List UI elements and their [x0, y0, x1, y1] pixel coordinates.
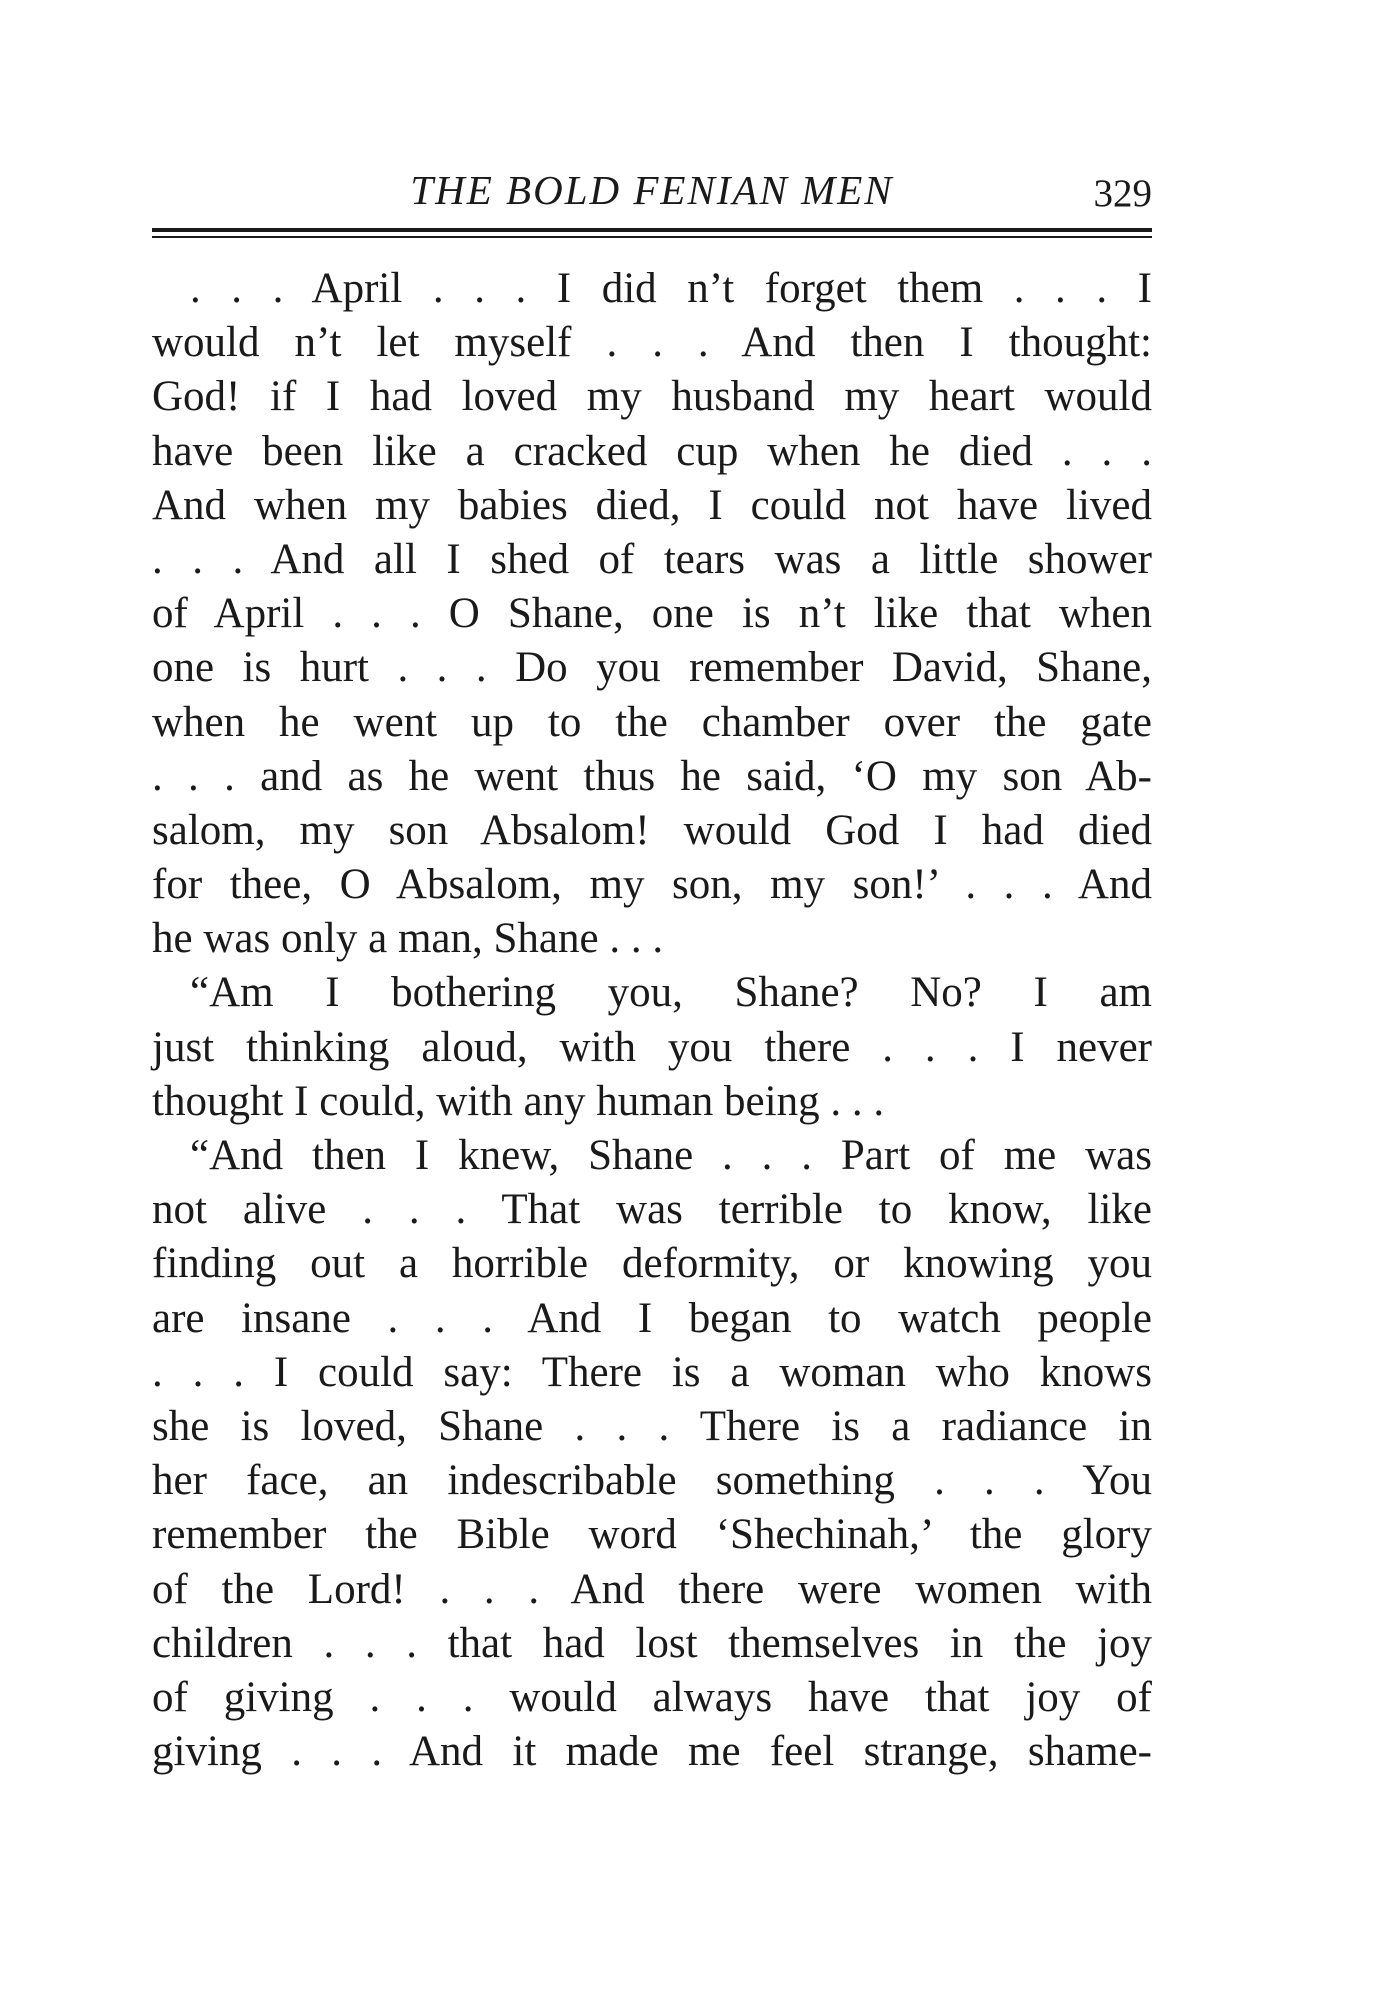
text-line: have been like a cracked cup when he died . . .: [152, 427, 1152, 475]
running-head: [152, 165, 1152, 225]
text-line: when he went up to the chamber over the gate: [152, 698, 1152, 746]
text-line: salom, my son Absalom! would God I had died: [152, 806, 1152, 854]
text-line: God! if I had loved my husband my heart would: [152, 373, 1152, 421]
text-line: she is loved, Shane . . . There is a radiance in: [152, 1402, 1152, 1450]
header-rule-thin: [152, 236, 1152, 238]
text-line: . . . I could say: There is a woman who knows: [152, 1348, 1152, 1396]
text-line: he was only a man, Shane . . .: [152, 915, 664, 963]
text-line: would n’t let myself . . . And then I thought:: [152, 319, 1152, 367]
text-line: are insane . . . And I began to watch people: [152, 1294, 1152, 1342]
text-line: for thee, O Absalom, my son, my son!’ . . . And: [152, 861, 1152, 909]
text-line: of the Lord! . . . And there were women with: [152, 1565, 1152, 1613]
text-line: finding out a horrible deformity, or knowing you: [152, 1240, 1152, 1288]
text-line: thought I could, with any human being . . .: [152, 1077, 885, 1125]
page-number: 329: [1093, 172, 1152, 215]
text-line: of giving . . . would always have that joy of: [152, 1673, 1152, 1721]
text-line: giving . . . And it made me feel strange, shame-: [152, 1728, 1152, 1776]
text-line: her face, an indescribable something . . . You: [152, 1457, 1152, 1505]
text-line: of April . . . O Shane, one is n’t like that when: [152, 590, 1152, 638]
text-line: not alive . . . That was terrible to know, like: [152, 1186, 1152, 1234]
text-line: “And then I knew, Shane . . . Part of me was: [190, 1132, 1152, 1179]
text-line: one is hurt . . . Do you remember David, Shane,: [152, 644, 1152, 692]
body-text: [152, 262, 1152, 1779]
header-rule-thick: [152, 228, 1152, 232]
text-line: remember the Bible word ‘Shechinah,’ the glory: [152, 1511, 1152, 1559]
text-line: . . . April . . . I did n’t forget them . . . I: [190, 265, 1152, 312]
text-line: “Am I bothering you, Shane? No? I am: [190, 969, 1152, 1017]
text-line: just thinking aloud, with you there . . . I never: [152, 1023, 1152, 1071]
text-line: children . . . that had lost themselves in the joy: [152, 1619, 1152, 1667]
text-line: And when my babies died, I could not have lived: [152, 481, 1152, 529]
text-line: . . . And all I shed of tears was a little shower: [152, 535, 1152, 583]
running-title: THE BOLD FENIAN MEN: [410, 167, 894, 213]
text-line: . . . and as he went thus he said, ‘O my son Ab-: [152, 752, 1152, 800]
